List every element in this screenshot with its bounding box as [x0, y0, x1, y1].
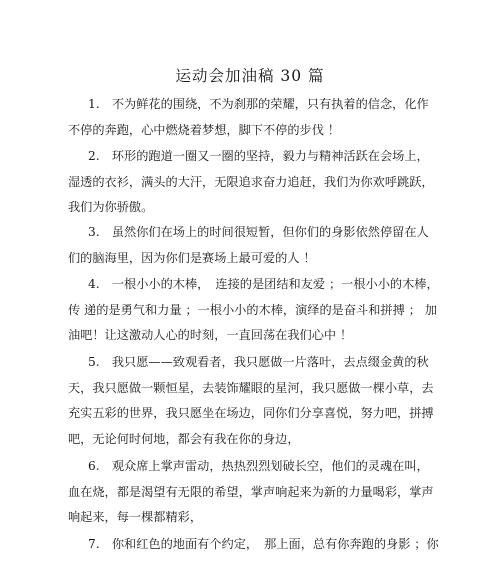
paragraph-line: 5. 我只愿——致观看者，我只愿做一片落叶，去点缀金黄的秋: [88, 355, 429, 369]
paragraph-line: 传 递的是勇气和力量 ；一根小小的木棒，演绎的是奋斗和拼搏 ； 加: [68, 302, 437, 317]
paragraph-line: 4. 一根小小的木棒， 连接的是团结和友爱 ；一根小小的木棒，: [88, 277, 439, 291]
paragraph-6: [68, 454, 448, 531]
paragraph-5: [68, 350, 448, 452]
paragraph-line: 们的脑海里，因为你们是赛场上最可爱的人 ！: [68, 250, 316, 265]
paragraph-3: [68, 220, 448, 271]
paragraph-line: 吧，无论何时何地，都会有我在你的身边，: [68, 431, 300, 446]
paragraph-line: 2. 环形的跑道一圈又一圈的坚持，毅力与精神活跃在会场上，: [88, 149, 429, 163]
paragraph-line: 不停的奔跑，心中燃烧着梦想，脚下不停的步伐 ！: [68, 122, 340, 137]
paragraph-4: [68, 272, 448, 349]
paragraph-line: 油吧！让这激动人心的时刻，一直回荡在我们心中 ！: [68, 328, 353, 343]
paragraph-line: 6. 观众席上掌声雷动，热热烈烈划破长空，他们的灵魂在叫，: [88, 459, 429, 473]
paragraph-1: [68, 92, 448, 143]
paragraph-7: [68, 532, 448, 558]
paragraph-line: 响起来，每一棵都精彩，: [68, 510, 203, 525]
paragraph-line: 血在烧，都是渴望有无限的希望，掌声响起来为新的力量喝彩，掌声: [68, 484, 434, 499]
paragraph-2: [68, 144, 448, 221]
paragraph-line: 充实五彩的世界，我只愿坐在场边，同你们分享喜悦，努力吧，拼搏: [68, 406, 434, 421]
paragraph-line: 湿透的衣衫，满头的大汗，无限追求奋力追赶，我们为你欢呼跳跃，: [68, 174, 434, 189]
paragraph-line: 我们为你骄傲。: [68, 200, 154, 215]
paragraph-line: 7. 你和红色的地面有个约定， 那上面，总有你奔跑的身影 ；你: [88, 537, 439, 551]
document-title: 运动会加油稿 30 篇: [175, 67, 325, 85]
paragraph-line: 3. 虽然你们在场上的时间很短暂，但你们的身影依然停留在人: [88, 225, 429, 239]
paragraph-line: 天，我只愿做一颗恒星，去装饰耀眼的星河，我只愿做一棵小草，去: [68, 380, 434, 395]
paragraph-line: 1. 不为鲜花的围绕，不为刹那的荣耀，只有执着的信念，化作: [88, 97, 429, 111]
